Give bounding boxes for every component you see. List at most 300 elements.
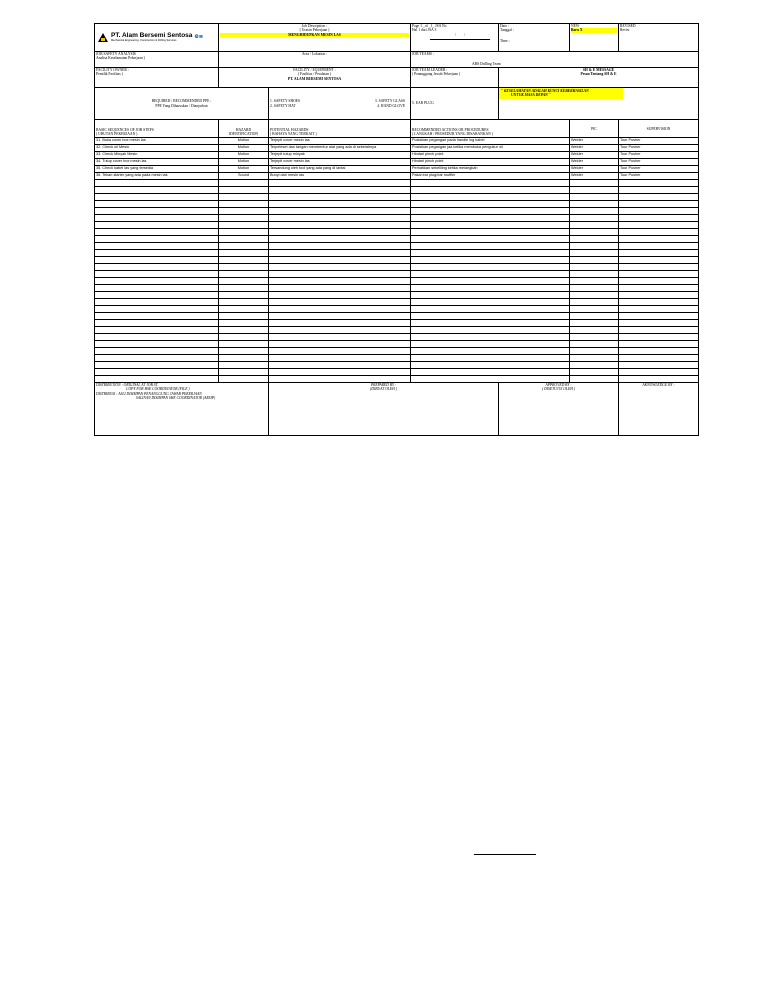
supervision-cell[interactable]: Tour Pusher: [619, 138, 699, 145]
column-header-row: [95, 120, 699, 138]
date-cell: [499, 24, 570, 52]
area-cell[interactable]: [219, 52, 411, 68]
pic-cell[interactable]: Welder: [570, 166, 619, 173]
pic-cell[interactable]: Welder: [570, 138, 619, 145]
empty-table-row: [95, 341, 699, 348]
empty-cell[interactable]: [95, 264, 219, 271]
empty-cell[interactable]: [95, 369, 219, 376]
empty-cell[interactable]: [95, 257, 219, 264]
hazard-cell[interactable]: Motion: [219, 145, 269, 152]
empty-table-row: [95, 243, 699, 250]
empty-table-row: [95, 201, 699, 208]
empty-cell[interactable]: [619, 264, 699, 271]
empty-cell[interactable]: [619, 341, 699, 348]
empty-cell[interactable]: [570, 236, 619, 243]
empty-cell[interactable]: [269, 257, 411, 264]
empty-cell[interactable]: [269, 369, 411, 376]
empty-cell[interactable]: [219, 362, 269, 369]
empty-table-row: [95, 194, 699, 201]
empty-cell[interactable]: [411, 299, 570, 306]
empty-cell[interactable]: [269, 341, 411, 348]
empty-cell[interactable]: [411, 250, 570, 257]
distribution-line-2: COPY FOR HSE COORDINATOR (FILE ): [126, 387, 190, 392]
prepared-by-sub: (DIBUAT OLEH ): [370, 387, 397, 392]
table-row: [95, 152, 699, 159]
empty-table-row: [95, 250, 699, 257]
empty-cell[interactable]: [269, 313, 411, 320]
empty-cell[interactable]: [411, 229, 570, 236]
empty-cell[interactable]: [570, 348, 619, 355]
empty-cell[interactable]: [269, 334, 411, 341]
empty-cell[interactable]: [219, 278, 269, 285]
jsa-table: [94, 23, 699, 436]
empty-cell[interactable]: [219, 348, 269, 355]
distribution-line-3: DISTRIBUSI : ASLI DISIMPAN PENANGGUNG JAWAB PEKERJAAN: [96, 391, 202, 396]
empty-cell[interactable]: [570, 306, 619, 313]
empty-cell[interactable]: [219, 306, 269, 313]
date-label: Date :: [500, 24, 509, 28]
empty-cell[interactable]: [619, 236, 699, 243]
empty-cell[interactable]: [269, 292, 411, 299]
empty-table-row: [95, 292, 699, 299]
empty-cell[interactable]: [411, 180, 570, 187]
empty-cell[interactable]: [219, 236, 269, 243]
empty-cell[interactable]: [619, 180, 699, 187]
job-description-cell: [219, 24, 411, 52]
job-team-value: ABS Drilling Team: [472, 62, 501, 67]
empty-cell[interactable]: [619, 285, 699, 292]
ppe-sub: PPE Yang Diharuskan / Dianjurkan: [155, 103, 208, 108]
empty-cell[interactable]: [95, 285, 219, 292]
empty-cell[interactable]: [411, 285, 570, 292]
empty-cell[interactable]: [619, 194, 699, 201]
step-cell[interactable]: 31. Buka cover box mesin las: [95, 138, 219, 145]
empty-cell[interactable]: [269, 376, 411, 383]
empty-cell[interactable]: [570, 376, 619, 383]
ppe-label: REQUIRED / RECOMMENDED PPE :: [151, 99, 212, 104]
step-cell[interactable]: 32. Check oil Mesin: [95, 145, 219, 152]
empty-cell[interactable]: [219, 194, 269, 201]
empty-table-row: [95, 215, 699, 222]
revised-label: REVISED: [620, 24, 636, 28]
empty-cell[interactable]: [219, 313, 269, 320]
empty-cell[interactable]: [95, 376, 219, 383]
empty-cell[interactable]: [411, 264, 570, 271]
empty-cell[interactable]: [619, 320, 699, 327]
empty-cell[interactable]: [219, 250, 269, 257]
empty-cell[interactable]: [619, 327, 699, 334]
empty-cell[interactable]: [570, 229, 619, 236]
team-leader-cell[interactable]: [411, 68, 499, 88]
signature-row: [95, 383, 699, 436]
empty-cell[interactable]: [95, 327, 219, 334]
empty-cell[interactable]: [619, 278, 699, 285]
empty-cell[interactable]: [269, 285, 411, 292]
facility-label: FACILITY / EQUIPMENT :: [293, 68, 336, 72]
empty-cell[interactable]: [570, 271, 619, 278]
empty-table-row: [95, 236, 699, 243]
col-steps-header: BASIC SEQUENCES OF JOB STEPS ( URUTAN PEKERJAAN ): [95, 120, 219, 138]
empty-table-row: [95, 229, 699, 236]
empty-cell[interactable]: [95, 320, 219, 327]
pic-cell[interactable]: Welder: [570, 173, 619, 180]
empty-cell[interactable]: [95, 334, 219, 341]
supervision-cell[interactable]: Tour Pusher: [619, 166, 699, 173]
page-info-cell: [411, 24, 499, 52]
empty-cell[interactable]: [619, 355, 699, 362]
empty-cell[interactable]: [411, 208, 570, 215]
empty-cell[interactable]: [411, 348, 570, 355]
empty-cell[interactable]: [619, 229, 699, 236]
hazard-cell[interactable]: Motion: [219, 138, 269, 145]
empty-cell[interactable]: [219, 334, 269, 341]
empty-cell[interactable]: [570, 285, 619, 292]
empty-cell[interactable]: [411, 376, 570, 383]
new-cell: [570, 24, 619, 52]
empty-cell[interactable]: [619, 215, 699, 222]
step-cell[interactable]: 35. Check kabel las yang tersedia: [95, 166, 219, 173]
empty-table-row: [95, 362, 699, 369]
step-cell[interactable]: 33. Check Minyak Mesin: [95, 152, 219, 159]
table-row: [95, 138, 699, 145]
empty-cell[interactable]: [269, 320, 411, 327]
empty-table-row: [95, 187, 699, 194]
empty-cell[interactable]: [219, 299, 269, 306]
empty-cell[interactable]: [95, 229, 219, 236]
empty-cell[interactable]: [411, 327, 570, 334]
empty-cell[interactable]: [95, 278, 219, 285]
col-potential-header: POTENTIAL HAZARDS ( BAHAYA YANG TERKAIT ): [269, 120, 411, 138]
supervision-cell[interactable]: Tour Pusher: [619, 173, 699, 180]
empty-cell[interactable]: [411, 292, 570, 299]
empty-cell[interactable]: [570, 180, 619, 187]
empty-cell[interactable]: [269, 250, 411, 257]
step-cell[interactable]: 34. Tutup cover box mesin las: [95, 159, 219, 166]
empty-cell[interactable]: [570, 243, 619, 250]
empty-cell[interactable]: [219, 271, 269, 278]
empty-cell[interactable]: [95, 250, 219, 257]
signature-line: [474, 854, 536, 855]
action-cell[interactable]: Pakai ear plug/ear muffler: [411, 173, 570, 180]
empty-cell[interactable]: [411, 257, 570, 264]
supervision-cell[interactable]: Tour Pusher: [619, 152, 699, 159]
empty-cell[interactable]: [619, 299, 699, 306]
empty-cell[interactable]: [570, 201, 619, 208]
hazard-cell[interactable]: Motion: [219, 159, 269, 166]
empty-cell[interactable]: [269, 327, 411, 334]
team-leader-label: JOB TEAM LEADER :: [412, 68, 448, 72]
empty-cell[interactable]: [411, 201, 570, 208]
empty-cell[interactable]: [219, 264, 269, 271]
empty-cell[interactable]: [269, 222, 411, 229]
hazard-cell[interactable]: Motion: [219, 166, 269, 173]
potential-cell[interactable]: Terjepit tutup minyak: [269, 152, 411, 159]
empty-cell[interactable]: [269, 271, 411, 278]
empty-cell[interactable]: [570, 257, 619, 264]
date-slash-field[interactable]: / /: [430, 33, 490, 40]
empty-cell[interactable]: [95, 306, 219, 313]
distribution-line-1: DISTRIBUTION : ORIGINAL AT JOB ST.: [96, 383, 159, 387]
empty-cell[interactable]: [619, 271, 699, 278]
empty-cell[interactable]: [219, 180, 269, 187]
empty-cell[interactable]: [219, 341, 269, 348]
potential-cell[interactable]: Terpeleset dan tangan membentur alat yang ada di sebelahnya: [269, 145, 411, 152]
empty-cell[interactable]: [570, 194, 619, 201]
empty-cell[interactable]: [570, 369, 619, 376]
empty-cell[interactable]: [219, 187, 269, 194]
approved-by-sub: ( DISETUJUI OLEH ): [541, 387, 576, 392]
empty-cell[interactable]: [619, 187, 699, 194]
empty-cell[interactable]: [269, 362, 411, 369]
empty-cell[interactable]: [95, 243, 219, 250]
empty-cell[interactable]: [219, 229, 269, 236]
empty-cell[interactable]: [269, 215, 411, 222]
empty-cell[interactable]: [269, 278, 411, 285]
empty-cell[interactable]: [269, 299, 411, 306]
action-cell[interactable]: Hindari pinch point: [411, 152, 570, 159]
approved-by-cell[interactable]: [499, 383, 619, 436]
table-row: [95, 173, 699, 180]
acknowledge-by-cell[interactable]: [619, 383, 699, 436]
empty-cell[interactable]: [269, 348, 411, 355]
empty-cell[interactable]: [269, 201, 411, 208]
empty-table-row: [95, 327, 699, 334]
empty-cell[interactable]: [269, 229, 411, 236]
empty-cell[interactable]: [570, 250, 619, 257]
approved-by-label: APPROVED BY :: [545, 383, 572, 387]
empty-table-row: [95, 320, 699, 327]
empty-cell[interactable]: [619, 208, 699, 215]
empty-cell[interactable]: [95, 215, 219, 222]
empty-cell[interactable]: [219, 320, 269, 327]
job-description-sub: ( Uraian Pekerjaan ): [299, 28, 330, 33]
col-hazard-header: HAZARD IDENTIFICATION: [219, 120, 269, 138]
empty-cell[interactable]: [619, 250, 699, 257]
empty-cell[interactable]: [411, 306, 570, 313]
empty-table-row: [95, 271, 699, 278]
potential-cell[interactable]: Bunyi dari mesin las: [269, 173, 411, 180]
prepared-by-cell[interactable]: [269, 383, 499, 436]
table-row: [95, 166, 699, 173]
table-row: [95, 145, 699, 152]
empty-cell[interactable]: [570, 313, 619, 320]
empty-cell[interactable]: [269, 208, 411, 215]
action-cell[interactable]: Perhatikan sekeliling ketika melangkah: [411, 166, 570, 173]
empty-cell[interactable]: [95, 341, 219, 348]
empty-cell[interactable]: [219, 355, 269, 362]
page-line: Page 1 _of _1_ JSA No: [412, 24, 447, 28]
empty-cell[interactable]: [570, 320, 619, 327]
acknowledge-by-label: AKNOWLEDGE BY :: [642, 383, 675, 387]
facility-value: PT. ALAM BERSEMI SENTOSA: [287, 76, 342, 81]
pic-cell[interactable]: Welder: [570, 152, 619, 159]
empty-cell[interactable]: [95, 292, 219, 299]
empty-cell[interactable]: [95, 222, 219, 229]
empty-cell[interactable]: [570, 334, 619, 341]
empty-cell[interactable]: [619, 369, 699, 376]
empty-cell[interactable]: [95, 208, 219, 215]
empty-cell[interactable]: [619, 348, 699, 355]
empty-cell[interactable]: [219, 208, 269, 215]
empty-cell[interactable]: [95, 180, 219, 187]
empty-cell[interactable]: [570, 355, 619, 362]
empty-cell[interactable]: [219, 285, 269, 292]
facility-owner-sub: Pemilik Fasilitas ): [96, 72, 123, 77]
job-description-label: Job Description :: [301, 24, 328, 28]
empty-cell[interactable]: [619, 243, 699, 250]
revised-sub: Revisi: [620, 28, 630, 33]
empty-cell[interactable]: [219, 292, 269, 299]
empty-cell[interactable]: [219, 327, 269, 334]
empty-cell[interactable]: [619, 257, 699, 264]
new-label: NEW: [571, 24, 580, 28]
empty-cell[interactable]: [269, 264, 411, 271]
empty-cell[interactable]: [219, 369, 269, 376]
empty-cell[interactable]: [619, 222, 699, 229]
empty-cell[interactable]: [411, 194, 570, 201]
ppe-item-1: 1. SAFETY SHOES: [270, 99, 301, 104]
empty-cell[interactable]: [411, 278, 570, 285]
empty-cell[interactable]: [619, 306, 699, 313]
company-name: PT. Alam Bersemi Sentosa: [111, 32, 193, 40]
empty-cell[interactable]: [411, 341, 570, 348]
empty-cell[interactable]: [411, 215, 570, 222]
empty-cell[interactable]: [411, 271, 570, 278]
empty-cell[interactable]: [269, 180, 411, 187]
empty-cell[interactable]: [411, 334, 570, 341]
pic-cell[interactable]: Welder: [570, 145, 619, 152]
hazard-cell[interactable]: Motion: [219, 152, 269, 159]
supervision-cell[interactable]: Tour Pusher: [619, 145, 699, 152]
empty-cell[interactable]: [411, 236, 570, 243]
date-sub: Tanggal :: [500, 28, 514, 33]
empty-cell[interactable]: [95, 313, 219, 320]
empty-cell[interactable]: [219, 222, 269, 229]
ppe-item-4: 4. HAND GLOVE: [377, 103, 405, 108]
empty-cell[interactable]: [411, 369, 570, 376]
jsa-label: JOB SAFETY ANALYSIS: [96, 52, 136, 56]
jsa-form: [94, 23, 698, 436]
empty-cell[interactable]: [619, 362, 699, 369]
empty-cell[interactable]: [411, 320, 570, 327]
empty-cell[interactable]: [95, 271, 219, 278]
empty-cell[interactable]: [411, 187, 570, 194]
new-value[interactable]: Baru X: [571, 28, 617, 32]
empty-cell[interactable]: [95, 201, 219, 208]
job-team-label: JOB TEAMS :: [412, 52, 434, 56]
empty-cell[interactable]: [219, 243, 269, 250]
potential-cell[interactable]: Tersandung oleh tool yang ada yang di lantai: [269, 166, 411, 173]
action-cell[interactable]: Posisikan pegangan pada handle log kabel: [411, 138, 570, 145]
pic-cell[interactable]: Welder: [570, 159, 619, 166]
empty-table-row: [95, 369, 699, 376]
facility-owner-cell[interactable]: [95, 68, 219, 88]
iso-mark-icon: ⚙≋: [194, 33, 204, 40]
empty-cell[interactable]: [219, 215, 269, 222]
area-label: Area / Lokation :: [301, 52, 328, 56]
empty-cell[interactable]: [269, 187, 411, 194]
supervision-cell[interactable]: Tour Pusher: [619, 159, 699, 166]
empty-table-row: [95, 334, 699, 341]
distribution-cell: [95, 383, 269, 436]
step-cell[interactable]: 36. Tekan starter yang ada pada mesin las: [95, 173, 219, 180]
empty-cell[interactable]: [570, 327, 619, 334]
empty-cell[interactable]: [269, 236, 411, 243]
ppe-item-5: 5. EAR PLUG: [412, 101, 434, 106]
empty-cell[interactable]: [619, 376, 699, 383]
empty-cell[interactable]: [570, 187, 619, 194]
empty-cell[interactable]: [219, 201, 269, 208]
empty-cell[interactable]: [95, 355, 219, 362]
empty-cell[interactable]: [411, 222, 570, 229]
empty-cell[interactable]: [95, 362, 219, 369]
empty-cell[interactable]: [411, 355, 570, 362]
action-cell[interactable]: Posisikan pegangan jaa ketika membuka pengukur oli: [411, 145, 570, 152]
ppe-label-cell: [95, 88, 269, 120]
empty-cell[interactable]: [269, 243, 411, 250]
facility-sub: ( Fasilitas / Peralatan ): [297, 72, 332, 77]
empty-cell[interactable]: [570, 299, 619, 306]
empty-cell[interactable]: [95, 299, 219, 306]
empty-cell[interactable]: [411, 362, 570, 369]
empty-cell[interactable]: [619, 334, 699, 341]
empty-cell[interactable]: [411, 313, 570, 320]
job-description-value[interactable]: MENGHIDUPKAN MESIN LAS: [220, 33, 409, 37]
empty-cell[interactable]: [95, 236, 219, 243]
distribution-line-4: SALINAN DISIMPAN SHE COORDINATOR (ARSIP): [136, 395, 216, 400]
she-message-cell: [499, 68, 699, 88]
empty-cell[interactable]: [619, 201, 699, 208]
she-message-box: [499, 88, 699, 120]
revised-cell: [619, 24, 699, 52]
empty-cell[interactable]: [219, 257, 269, 264]
empty-table-row: [95, 285, 699, 292]
empty-cell[interactable]: [570, 264, 619, 271]
she-title: SH & E MESSAGE: [582, 68, 615, 72]
empty-cell[interactable]: [619, 292, 699, 299]
potential-cell[interactable]: Terjepit cover mesin las: [269, 159, 411, 166]
empty-cell[interactable]: [95, 187, 219, 194]
empty-cell[interactable]: [570, 278, 619, 285]
empty-table-row: [95, 355, 699, 362]
hal-line: Hal 1 dari JSA 3: [412, 28, 437, 33]
company-logo-cell: [95, 24, 219, 52]
company-tagline: Mechanical Engineering, Construction & Drilling Services: [111, 38, 177, 42]
empty-table-row: [95, 348, 699, 355]
potential-cell[interactable]: Terjepit cover mesin las: [269, 138, 411, 145]
empty-cell[interactable]: [411, 243, 570, 250]
empty-table-row: [95, 257, 699, 264]
empty-cell[interactable]: [269, 355, 411, 362]
empty-cell[interactable]: [619, 313, 699, 320]
hazard-cell[interactable]: Sound: [219, 173, 269, 180]
empty-cell[interactable]: [570, 292, 619, 299]
empty-rows: [95, 180, 699, 383]
empty-cell[interactable]: [570, 215, 619, 222]
empty-cell[interactable]: [95, 348, 219, 355]
action-cell[interactable]: Hindari pinch point: [411, 159, 570, 166]
empty-cell[interactable]: [570, 208, 619, 215]
empty-cell[interactable]: [570, 341, 619, 348]
empty-cell[interactable]: [570, 222, 619, 229]
job-team-cell[interactable]: [411, 52, 699, 68]
empty-cell[interactable]: [95, 194, 219, 201]
empty-cell[interactable]: [269, 306, 411, 313]
empty-cell[interactable]: [269, 194, 411, 201]
empty-cell[interactable]: [570, 362, 619, 369]
empty-cell[interactable]: [219, 376, 269, 383]
ppe-items-a: [269, 88, 411, 120]
